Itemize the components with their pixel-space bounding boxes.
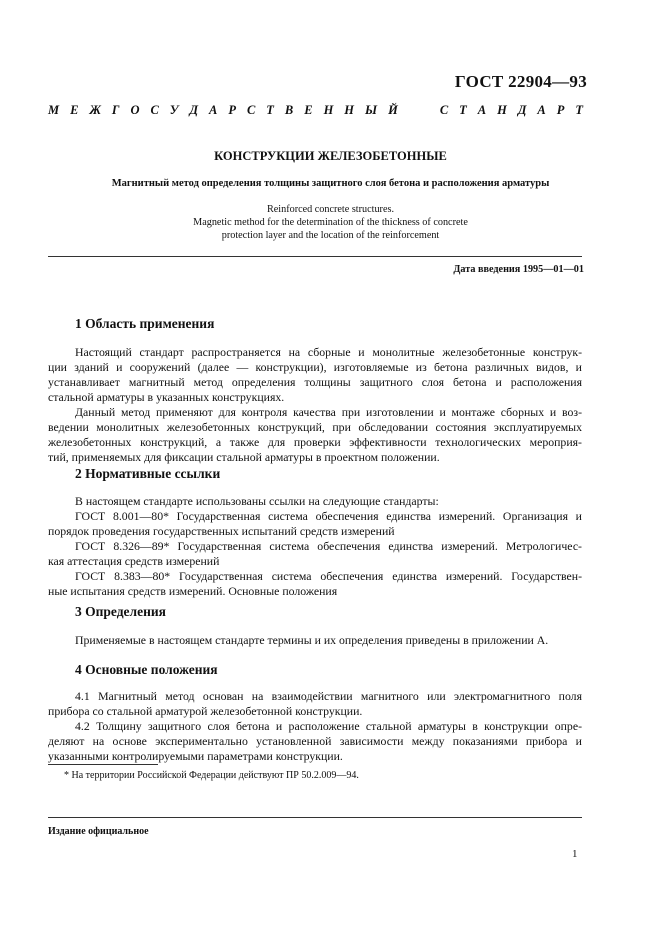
banner-letter: Г	[111, 103, 120, 117]
paragraph	[48, 689, 582, 764]
banner-letter: Н	[497, 103, 507, 117]
banner-letter: Е	[304, 103, 313, 117]
text-line: Данный метод применяют для контроля качества при изготовлении и монтаже сборных и воз-	[75, 405, 582, 419]
text-line: ГОСТ 8.326—89* Государственная система обеспечения единства измерений. Метрологичес-	[75, 539, 582, 553]
banner-letter: Н	[323, 103, 334, 117]
interstate-standard-banner	[48, 103, 583, 118]
banner-letter: М	[48, 103, 60, 117]
banner-letter: Й	[388, 103, 398, 117]
banner-letter: Д	[189, 103, 199, 117]
english-title-line: protection layer and the location of the reinforcement	[221, 230, 440, 241]
text-line: ГОСТ 8.383—80* Государственная система обеспечения единства измерений. Государствен-	[75, 569, 582, 583]
section-heading: 2 Нормативные ссылки	[75, 466, 221, 481]
footnote: * На территории Российской Федерации действуют ПР 50.2.009—94.	[64, 770, 359, 781]
text-line: Применяемые в настоящем стандарте термины и их определения приведены в приложении А.	[75, 633, 549, 647]
paragraph	[48, 633, 582, 648]
text-line: ные испытания средств измерений. Основные положения	[48, 584, 338, 598]
banner-letter: С	[246, 103, 256, 117]
text-line: тий, применяемых для фиксации стальной арматуры в проектном положении.	[48, 450, 440, 464]
banner-letter: Т	[575, 103, 583, 117]
banner-letter: Д	[517, 103, 527, 117]
banner-letter: У	[169, 103, 179, 117]
text-line: кая аттестация средств измерений	[48, 554, 220, 568]
paragraph	[48, 345, 582, 465]
banner-letter: Е	[70, 103, 79, 117]
paragraph	[48, 494, 582, 599]
text-line: ции зданий и сооружений (далее — конструкции), изготовляемые из бетона различных видов, и	[48, 360, 582, 374]
standard-code: ГОСТ 22904—93	[454, 72, 587, 91]
text-line: устанавливает магнитный метод определения толщины защитного слоя бетона и расположения	[48, 375, 582, 389]
banner-letter: Ж	[89, 103, 101, 117]
banner-letter: С	[439, 103, 449, 117]
text-line: железобетонных конструкций, а также для проверки эффективности технологических мероприя-	[48, 435, 582, 449]
banner-letter: Р	[556, 103, 565, 117]
text-line: В настоящем стандарте использованы ссылки на следующие стандарты:	[75, 494, 439, 508]
english-title-line: Reinforced concrete structures.	[266, 204, 394, 215]
banner-letter: Т	[459, 103, 467, 117]
english-title-line: Magnetic method for the determination of the thickness of concrete	[193, 217, 468, 228]
divider	[48, 817, 582, 818]
banner-letter: А	[209, 103, 218, 117]
text-line: деляют на основе экспериментально установленной зависимости между показаниями прибора и	[48, 734, 582, 748]
text-line: 4.1 Магнитный метод основан на взаимодействии магнитного или электромагнитного поля	[75, 689, 582, 703]
document-subtitle: Магнитный метод определения толщины защитного слоя бетона и расположения арматуры	[111, 178, 550, 189]
text-line: указанными контролируемыми параметрами конструкции.	[48, 749, 343, 763]
banner-letter: Ы	[365, 103, 378, 117]
text-line: ведении монолитных железобетонных конструкций, при обследовании состояния эксплуатируемых	[48, 420, 582, 434]
banner-letter: Т	[266, 103, 274, 117]
footnote-divider	[48, 764, 158, 765]
text-line: прибора со стальной арматурой железобетонной конструкции.	[48, 704, 363, 718]
text-line: стальной арматуры в указанных конструкциях.	[48, 390, 285, 404]
banner-letter: С	[150, 103, 159, 117]
edition-note: Издание официальное	[48, 826, 149, 837]
introduction-date: Дата введения 1995—01—01	[453, 264, 584, 275]
page-number: 1	[572, 848, 578, 860]
text-line: порядок проведения государственных испытаний средств измерений	[48, 524, 395, 538]
text-line: 4.2 Толщину защитного слоя бетона и расположение стальной арматуры в конструкции опре-	[75, 719, 582, 733]
banner-letter: А	[477, 103, 487, 117]
text-line: Настоящий стандарт распространяется на сборные и монолитные железобетонные конструк-	[75, 345, 582, 359]
document-title: КОНСТРУКЦИИ ЖЕЛЕЗОБЕТОННЫЕ	[214, 149, 447, 163]
section-heading: 3 Определения	[75, 604, 166, 619]
banner-letter: Р	[228, 103, 236, 117]
banner-letter: В	[284, 103, 294, 117]
banner-letter: О	[130, 103, 140, 117]
banner-letter: Н	[344, 103, 355, 117]
section-heading: 1 Область применения	[75, 316, 215, 331]
section-heading: 4 Основные положения	[75, 662, 218, 677]
divider	[48, 256, 582, 257]
banner-letter: А	[537, 103, 546, 117]
text-line: ГОСТ 8.001—80* Государственная система обеспечения единства измерений. Организация и	[75, 509, 582, 523]
